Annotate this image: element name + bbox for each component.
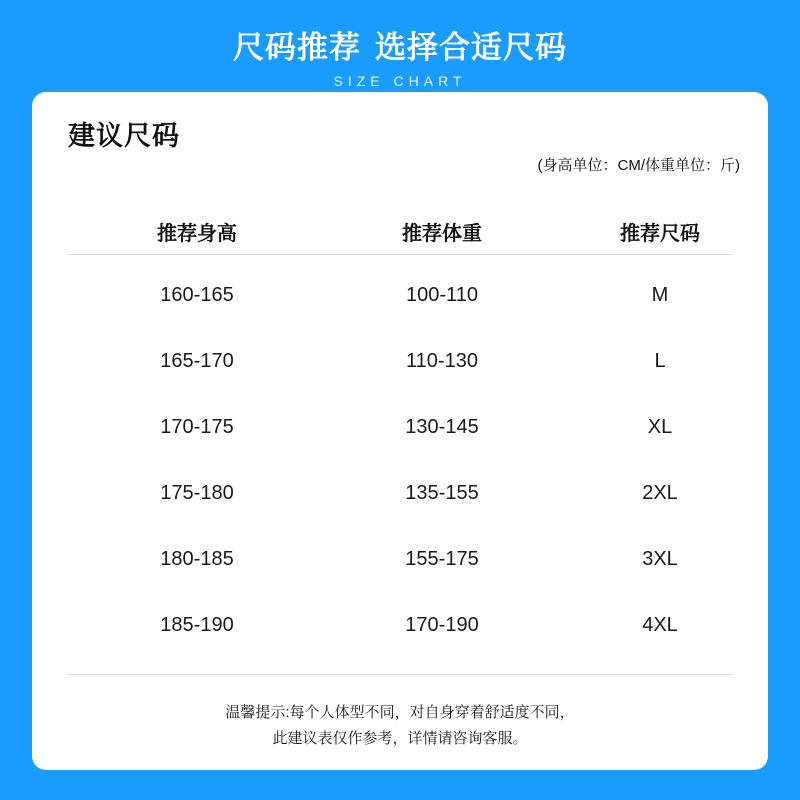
footnote xyxy=(32,700,768,752)
table-row xyxy=(32,460,768,526)
page-header xyxy=(0,0,800,92)
card-title: 建议尺码 xyxy=(68,121,180,151)
cell-height: 180-185 xyxy=(160,547,234,570)
column-header-height: 推荐身高 xyxy=(157,222,237,245)
cell-weight: 130-145 xyxy=(405,415,479,438)
size-chart-card xyxy=(32,92,768,770)
cell-height: 175-180 xyxy=(160,481,234,504)
page-subtitle: 选择合适尺码 xyxy=(375,30,567,65)
cell-weight: 110-130 xyxy=(406,349,478,372)
cell-height: 165-170 xyxy=(160,349,234,372)
table-row xyxy=(32,394,768,460)
unit-note: (身高单位：CM/体重单位：斤) xyxy=(537,157,740,174)
cell-size: XL xyxy=(647,415,673,438)
column-header-size: 推荐尺码 xyxy=(620,222,700,245)
cell-height: 160-165 xyxy=(160,283,234,306)
cell-size: 2XL xyxy=(642,481,678,504)
footer-divider xyxy=(68,674,732,675)
cell-size: 4XL xyxy=(642,613,678,636)
column-header-weight: 推荐体重 xyxy=(402,222,482,245)
table-row xyxy=(32,328,768,394)
table-row xyxy=(32,526,768,592)
table-row xyxy=(32,262,768,328)
footnote-line-2: 此建议表仅作参考，详情请咨询客服。 xyxy=(272,730,528,747)
cell-weight: 100-110 xyxy=(406,283,478,306)
cell-height: 185-190 xyxy=(160,613,234,636)
page-title-english: SIZE CHART xyxy=(333,73,467,89)
cell-weight: 155-175 xyxy=(405,547,479,570)
size-table xyxy=(32,200,768,658)
cell-weight: 135-155 xyxy=(405,481,479,504)
cell-size: 3XL xyxy=(642,547,678,570)
cell-size: L xyxy=(654,349,666,372)
header-title-row xyxy=(0,0,800,67)
table-header-row xyxy=(32,200,768,262)
table-header xyxy=(32,200,768,262)
page-title: 尺码推荐 xyxy=(233,30,361,65)
footnote-line-1: 温馨提示:每个人体型不同，对自身穿着舒适度不同， xyxy=(225,704,575,721)
cell-height: 170-175 xyxy=(160,415,234,438)
cell-weight: 170-190 xyxy=(405,613,479,636)
table-body xyxy=(32,262,768,658)
table-row xyxy=(32,592,768,658)
cell-size: M xyxy=(651,283,669,306)
